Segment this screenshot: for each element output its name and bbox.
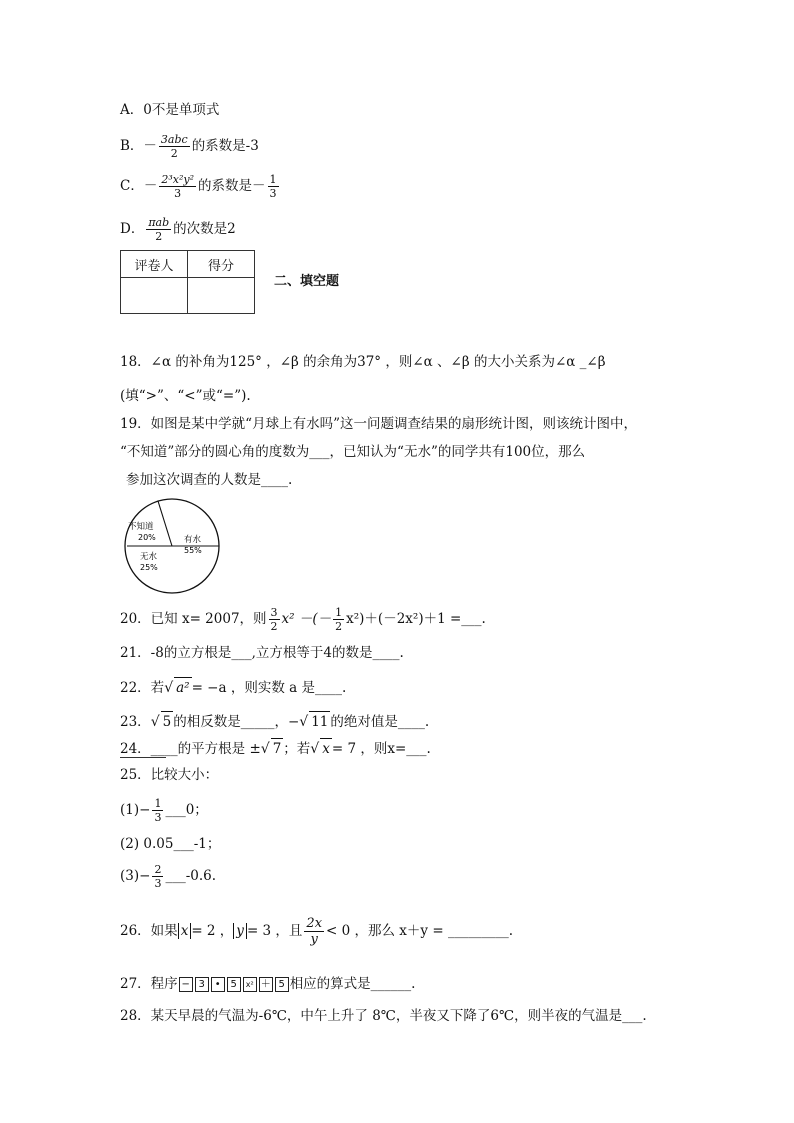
- q20-prefix: 20．已知 x= 2007，则: [120, 611, 267, 627]
- choice-c-label: C．: [120, 178, 144, 194]
- fraction-denominator: 2: [335, 620, 343, 633]
- fraction-numerator: 1: [335, 606, 343, 619]
- fraction-denominator: y: [310, 932, 318, 947]
- q24-prefix: 24．____的平方根是 ±: [120, 741, 261, 757]
- section-title: 二、填空题: [274, 274, 340, 289]
- q25-p3-prefix: (3)−: [120, 868, 151, 884]
- fraction-numerator: 3: [270, 606, 278, 619]
- question-24: [120, 738, 431, 759]
- q23-prefix: 23．: [120, 714, 151, 730]
- q26-suffix: < 0 ，那么 x＋y = _________.: [326, 923, 513, 939]
- q23-radicand-2: 11: [309, 711, 330, 732]
- fraction-numerator: 2x: [306, 916, 323, 931]
- q26-abs-x: x: [178, 923, 192, 939]
- q23-radicand-1: 5: [161, 711, 174, 732]
- q25-p1-suffix: ___0；: [165, 802, 208, 818]
- fraction-denominator: 2: [170, 147, 178, 160]
- q26-mid-1: = 2 ，: [191, 923, 234, 939]
- fraction-denominator: 3: [154, 877, 162, 890]
- q25-p3-fraction: [152, 863, 163, 890]
- fraction-numerator: 3abc: [160, 133, 188, 146]
- sqrt-icon: √: [164, 680, 174, 696]
- score-table-cell-score[interactable]: [188, 278, 255, 314]
- q24-suffix: = 7 ，则x=___.: [331, 741, 431, 757]
- score-table: [120, 250, 255, 314]
- calculator-key-5b: 5: [275, 977, 289, 992]
- choice-b: [120, 133, 259, 160]
- choice-a: [120, 100, 219, 120]
- pie-value-has-water: 55%: [184, 546, 202, 555]
- choice-c: [120, 173, 281, 200]
- q27-suffix: 相应的算式是______.: [289, 976, 416, 992]
- fraction-numerator: 2³x²y²: [161, 173, 194, 186]
- fraction-numerator: πab: [148, 216, 170, 229]
- pie-chart: [118, 498, 228, 596]
- question-25-title: 25．比较大小：: [120, 767, 219, 783]
- q26-abs-y: y: [233, 923, 247, 939]
- score-table-header-grader: 评卷人: [121, 251, 188, 278]
- question-18-line2: (填“>”、“<”或“=”).: [120, 388, 251, 404]
- choice-a-label: A．: [120, 102, 144, 118]
- q25-p1-prefix: (1)−: [120, 802, 151, 818]
- q20-end: x²)＋(－2x²)＋1 =___.: [346, 611, 486, 627]
- calculator-key-square: x²: [243, 977, 257, 992]
- sqrt-icon: √: [150, 714, 160, 730]
- choice-d-fraction: [146, 216, 171, 243]
- choice-b-sign: －: [143, 138, 157, 154]
- sqrt-icon: √: [260, 741, 270, 757]
- q20-middle: x² －(－: [281, 611, 332, 627]
- choice-b-label: B．: [120, 138, 144, 154]
- q24-radicand-2: x: [320, 738, 332, 759]
- question-25-part-1: [120, 797, 208, 824]
- q26-mid-2: = 3 ，且: [246, 923, 303, 939]
- fraction-denominator: 3: [174, 187, 182, 200]
- calculator-key-5: 5: [227, 977, 241, 992]
- calculator-key-dot: •: [211, 977, 225, 992]
- choice-c-answer-fraction: [268, 173, 279, 200]
- question-27: [120, 974, 415, 994]
- pie-value-no-water: 25%: [140, 563, 158, 572]
- q24-number-underline: [120, 757, 166, 758]
- q20-fraction-1: [269, 606, 280, 633]
- q24-middle: ；若: [283, 741, 311, 757]
- question-26: [120, 916, 513, 947]
- score-table-cell-grader[interactable]: [121, 278, 188, 314]
- choice-d-text: 的次数是2: [173, 221, 236, 237]
- question-19-line3: 参加这次调查的人数是____.: [126, 472, 293, 488]
- fraction-numerator: 1: [269, 173, 277, 186]
- q20-fraction-2: [333, 606, 344, 633]
- choice-d-label: D．: [120, 221, 145, 237]
- question-20: [120, 606, 486, 633]
- q23-suffix: 的绝对值是____.: [330, 714, 430, 730]
- choice-c-text: 的系数是－: [198, 178, 266, 194]
- choice-d: [120, 216, 236, 243]
- pie-value-unknown: 20%: [138, 533, 156, 542]
- sqrt-icon: √: [310, 741, 320, 757]
- choice-c-sign: －: [143, 178, 158, 194]
- q27-prefix: 27．程序: [120, 976, 178, 992]
- fraction-denominator: 2: [155, 230, 163, 243]
- q22-prefix: 22．若: [120, 680, 165, 696]
- question-18-line1: 18．∠α 的补角为125° ，∠β 的余角为37° ，则∠α 、∠β 的大小关系为∠α _∠β: [120, 354, 606, 370]
- question-19-line1: 19．如图是某中学就“月球上有水吗”这一问题调查结果的扇形统计图，则该统计图中，: [120, 416, 637, 432]
- sqrt-icon: √: [299, 714, 309, 730]
- calculator-key-plus: ＋: [260, 979, 271, 990]
- q24-radicand-1: 7: [271, 738, 284, 759]
- fraction-numerator: 2: [154, 863, 162, 876]
- question-28: 28．某天早晨的气温为-6℃，中午上升了 8℃，半夜又下降了6℃，则半夜的气温是___.: [120, 1008, 647, 1024]
- pie-label-has-water: 有水: [184, 535, 202, 545]
- q22-radicand: a²: [174, 677, 191, 698]
- score-table-header-score: 得分: [188, 251, 255, 278]
- choice-a-text: 0不是单项式: [143, 102, 220, 118]
- q25-p1-fraction: [152, 797, 163, 824]
- fraction-numerator: 1: [154, 797, 162, 810]
- choice-b-text: 的系数是-3: [191, 138, 259, 154]
- pie-divider-top: [158, 501, 172, 546]
- fraction-denominator: 2: [270, 620, 278, 633]
- calculator-key-minus: −: [179, 977, 193, 992]
- question-25-part-3: [120, 863, 216, 890]
- question-22: [120, 677, 346, 698]
- pie-label-no-water: 无水: [140, 552, 158, 562]
- q22-suffix: = −a ，则实数 a 是____.: [191, 680, 347, 696]
- pie-label-unknown: 不知道: [128, 522, 154, 532]
- q25-p3-suffix: ___-0.6.: [165, 868, 217, 884]
- question-19-line2: “不知道”部分的圆心角的度数为___，已知认为“无水”的同学共有100位，那么: [120, 444, 586, 460]
- question-21: 21．-8的立方根是___,立方根等于4的数是____.: [120, 645, 404, 661]
- choice-b-fraction: [159, 133, 190, 160]
- fraction-denominator: 3: [154, 811, 162, 824]
- choice-c-fraction: [159, 173, 196, 200]
- question-25-part-2: (2) 0.05___-1；: [120, 836, 221, 852]
- calculator-key-3: 3: [195, 977, 209, 992]
- q26-fraction: [304, 916, 324, 947]
- q26-prefix: 26．如果: [120, 923, 178, 939]
- q23-middle: 的相反数是_____，−: [173, 714, 300, 730]
- question-23: [120, 711, 429, 732]
- fraction-denominator: 3: [269, 187, 277, 200]
